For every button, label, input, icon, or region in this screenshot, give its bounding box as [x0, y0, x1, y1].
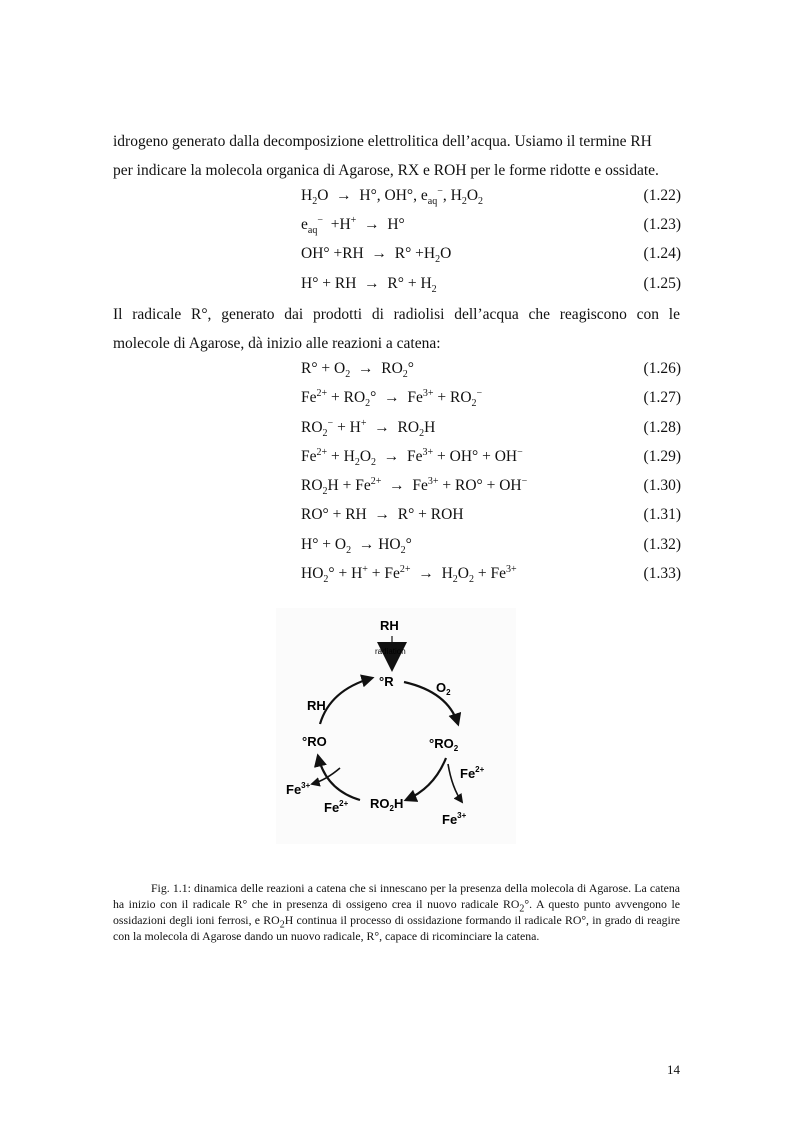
equation-1-28: $RO_2^- + H^+ \to RO_2H$ (1.28): [301, 417, 681, 440]
equation-1-32: $H^\circ + O_2 \to HO_2^\circ$ (1.32): [301, 536, 681, 557]
intro-line-1: idrogeno generato dalla decomposizione elettrolitica dell’acqua. Usiamo il termine RH: [113, 133, 652, 150]
reaction-cycle-figure: [276, 608, 516, 844]
intro-paragraph: [113, 127, 680, 185]
equation-number: (1.25): [643, 275, 681, 292]
label-ro2h: $RO_2H$: [370, 796, 404, 813]
equation-number: (1.24): [643, 245, 681, 262]
caption-text-3: H continua il processo di ossidazione formando il radicale RO°, in grado di reagire con la molecola di Agarose dando un nuovo radicale, R°, capace di ricominciare la catena.: [113, 913, 680, 943]
equation-number: (1.31): [643, 506, 681, 523]
equation-1-29: $Fe^{2+} + H_2O_2 \to Fe^{3+} + OH^\circ + OH^-$ (1.29): [301, 446, 681, 469]
label-radiation: radiation: [375, 647, 406, 656]
equation-number: (1.33): [643, 565, 681, 582]
caption-text-2: °. A questo punto avvengono le ossidazioni degli ioni ferrosi, e RO: [113, 897, 680, 927]
label-r: °R: [379, 674, 394, 689]
equation-number: (1.29): [643, 448, 681, 465]
label-fe2-bottom-left: $Fe^{2+}$: [324, 799, 349, 815]
paragraph-2-line-2: molecole di Agarose, dà inizio alle reazioni a catena:: [113, 335, 441, 352]
equation-1-33: $HO_2^\circ + H^+ + Fe^{2+} \to H_2O_2 + Fe^{3+}$ (1.33): [301, 563, 681, 586]
label-o2: $O_2$: [436, 680, 451, 697]
label-rh-top: RH: [380, 618, 399, 633]
equation-number: (1.28): [643, 419, 681, 436]
equation-number: (1.26): [643, 360, 681, 377]
equation-number: (1.22): [643, 187, 681, 204]
label-fe3-left: $Fe^{3+}$: [286, 781, 311, 797]
figure-caption: Fig. 1.1: dinamica delle reazioni a catena che si innescano per la presenza della molecola di Agarose. La catena ha inizio con il radicale R° che in presenza di ossigeno crea il nuovo radicale $RO_2^\circ$. A questo punto avvengono le ossidazioni degli ioni ferrosi, e $RO_2H$ continua il processo di ossidazione formando il radicale RO°, in grado di reagire con la molecola di Agarose dando un nuovo radicale, R°, capace di ricominciare la catena.: [113, 881, 680, 943]
equation-1-31: RO° + RH → R° + ROH (1.31): [301, 506, 681, 523]
paragraph-2: [113, 300, 680, 358]
page-number: 14: [667, 1062, 680, 1077]
equation-1-27: $Fe^{2+} + RO_2^\circ \to Fe^{3+} + RO_2^-$ (1.27): [301, 387, 681, 410]
equation-number: (1.27): [643, 389, 681, 406]
equation-1-30: $RO_2H + Fe^{2+} \to Fe^{3+} + RO^\circ + OH^-$ (1.30): [301, 475, 681, 498]
label-fe3-bottom-right: $Fe^{3+}$: [442, 811, 467, 827]
equation-number: (1.23): [643, 216, 681, 233]
intro-line-2: per indicare la molecola organica di Agarose, RX e ROH per le forme ridotte e ossidate.: [113, 162, 659, 179]
label-fe2-right: $Fe^{2+}$: [460, 765, 485, 781]
label-ro: °RO: [302, 734, 327, 749]
equation-number: (1.32): [643, 536, 681, 553]
reaction-cycle-diagram: [276, 608, 516, 844]
caption-text-1: Fig. 1.1: dinamica delle reazioni a catena che si innescano per la presenza della molecola di Agarose. La catena ha inizio con il radicale R° che in presenza di ossigeno crea il nuovo radicale RO: [113, 881, 680, 911]
equation-1-23: $e_{aq}^- +H^+ \to H^\circ$ (1.23): [301, 214, 681, 237]
paragraph-2-line-1: Il radicale R°, generato dai prodotti di radiolisi dell’acqua che reagiscono con le: [113, 306, 680, 323]
equation-1-25: H° + RH → $R^\circ + H_2$ (1.25): [301, 275, 681, 296]
equation-number: (1.30): [643, 477, 681, 494]
equation-1-24: $OH^\circ +RH \to R^\circ +H_2O$ (1.24): [301, 245, 681, 266]
equation-1-22: $H_2O \to H^\circ$, OH°, $e_{aq}^-$, $H_2O_2$ (1.22): [301, 185, 681, 208]
label-rh-left: RH: [307, 698, 326, 713]
equation-1-26: $R^\circ + O_2 \to RO_2^\circ$ (1.26): [301, 360, 681, 381]
label-ro2: $^\circ RO_2$: [429, 736, 459, 753]
